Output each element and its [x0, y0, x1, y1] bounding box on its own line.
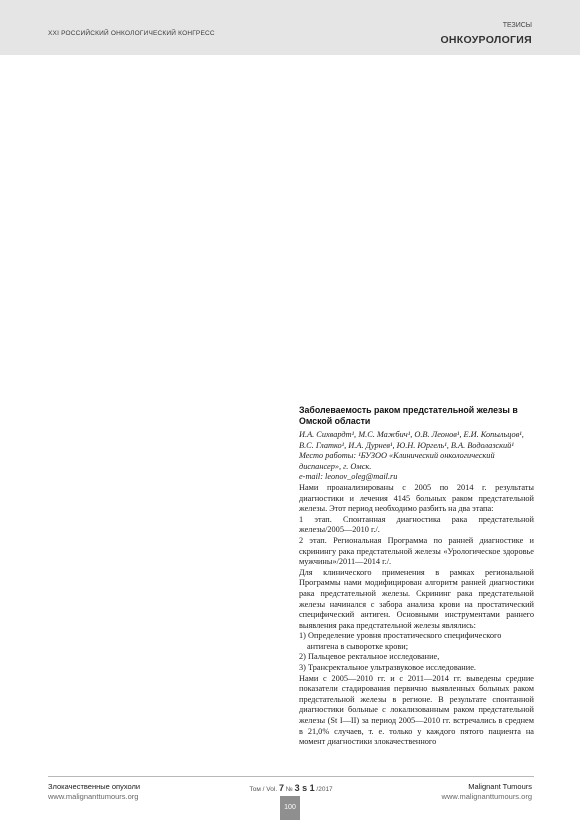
article-title: Заболеваемость раком предстательной железы в Омской области	[299, 405, 518, 426]
article-workplace: Место работы: ¹БУЗОО «Клинический онкологический диспансер», г. Омск.	[299, 451, 495, 471]
article-paragraph-4: Для клинического применения в рамках региональной Программы нами модифицирован алгоритм ранней диагностики рака предстательной железы. Скрининг рака предстательной железы начинался с забора анализа крови на простатический специфический антиген. Основными инструментами раннего выявления рака предстательной железы являлись:	[299, 567, 534, 630]
volume-number: 7	[278, 783, 284, 793]
article-paragraph-2: 1 этап. Спонтанная диагностика рака предстательной железы/2005—2010 г./.	[299, 514, 534, 535]
article-paragraph-3: 2 этап. Региональная Программа по ранней диагностике и скринингу рака предстательной железы «Урологическое здоровье мужчины»/2011—2014 г./.	[299, 535, 534, 567]
footer-left	[48, 782, 140, 801]
journal-url-left[interactable]: www.malignanttumours.org	[48, 791, 139, 801]
article	[299, 405, 534, 748]
article-paragraph-5: Нами с 2005—2010 гг. и с 2011—2014 гг. выведены средние показатели стадирования первично выявленных больных раком предстательной железы в регионе. В результате спонтанной диагностики больные с локализованным раком предстательной железы (St I—II) за период 2005—2010 гг. встречались в среднем в 21,0% случаев, т. е. только у каждого пятого пациента на момент диагностики злокачественного	[299, 673, 534, 747]
footer-divider	[48, 776, 534, 777]
section-title: ОНКОУРОЛОГИЯ	[440, 34, 532, 46]
list-item: 3) Трансректальное ультразвуковое исследование.	[299, 663, 476, 673]
footer-right	[442, 782, 532, 801]
list-item: 1) Определение уровня простатического специфического антигена в сыворотке крови;	[299, 631, 502, 651]
congress-title: XXI РОССИЙСКИЙ ОНКОЛОГИЧЕСКИЙ КОНГРЕСС	[48, 30, 215, 37]
journal-url-right[interactable]: www.malignanttumours.org	[441, 791, 532, 801]
volume-prefix: Том / Vol.	[249, 786, 278, 793]
issue-year: /2017	[316, 786, 333, 793]
article-authors: И.А. Сихвардт¹, М.С. Мажбич¹, О.В. Леонов¹, Е.И. Копыльцов¹, В.С. Глатко¹, И.А. Дурнев¹, Ю.Н. Юргель¹, В.А. Водолазский¹	[299, 430, 524, 450]
journal-title-en: Malignant Tumours	[468, 782, 532, 791]
article-paragraph-1: Нами проанализированы с 2005 по 2014 г. результаты диагностики и лечения 4145 больных раком предстательной железы. Этот период необходимо разбить на два этапа:	[299, 482, 534, 514]
issue-label: №	[285, 786, 293, 793]
page-number: 100	[280, 796, 300, 820]
section-label: ТЕЗИСЫ	[502, 22, 532, 29]
footer-volume	[230, 783, 352, 793]
article-email[interactable]: e-mail: leonov_oleg@mail.ru	[299, 472, 398, 482]
page-header	[0, 0, 580, 55]
list-item: 2) Пальцевое ректальное исследование,	[299, 652, 440, 662]
journal-title-ru: Злокачественные опухоли	[48, 782, 141, 791]
issue-number: 3 s 1	[294, 783, 315, 793]
